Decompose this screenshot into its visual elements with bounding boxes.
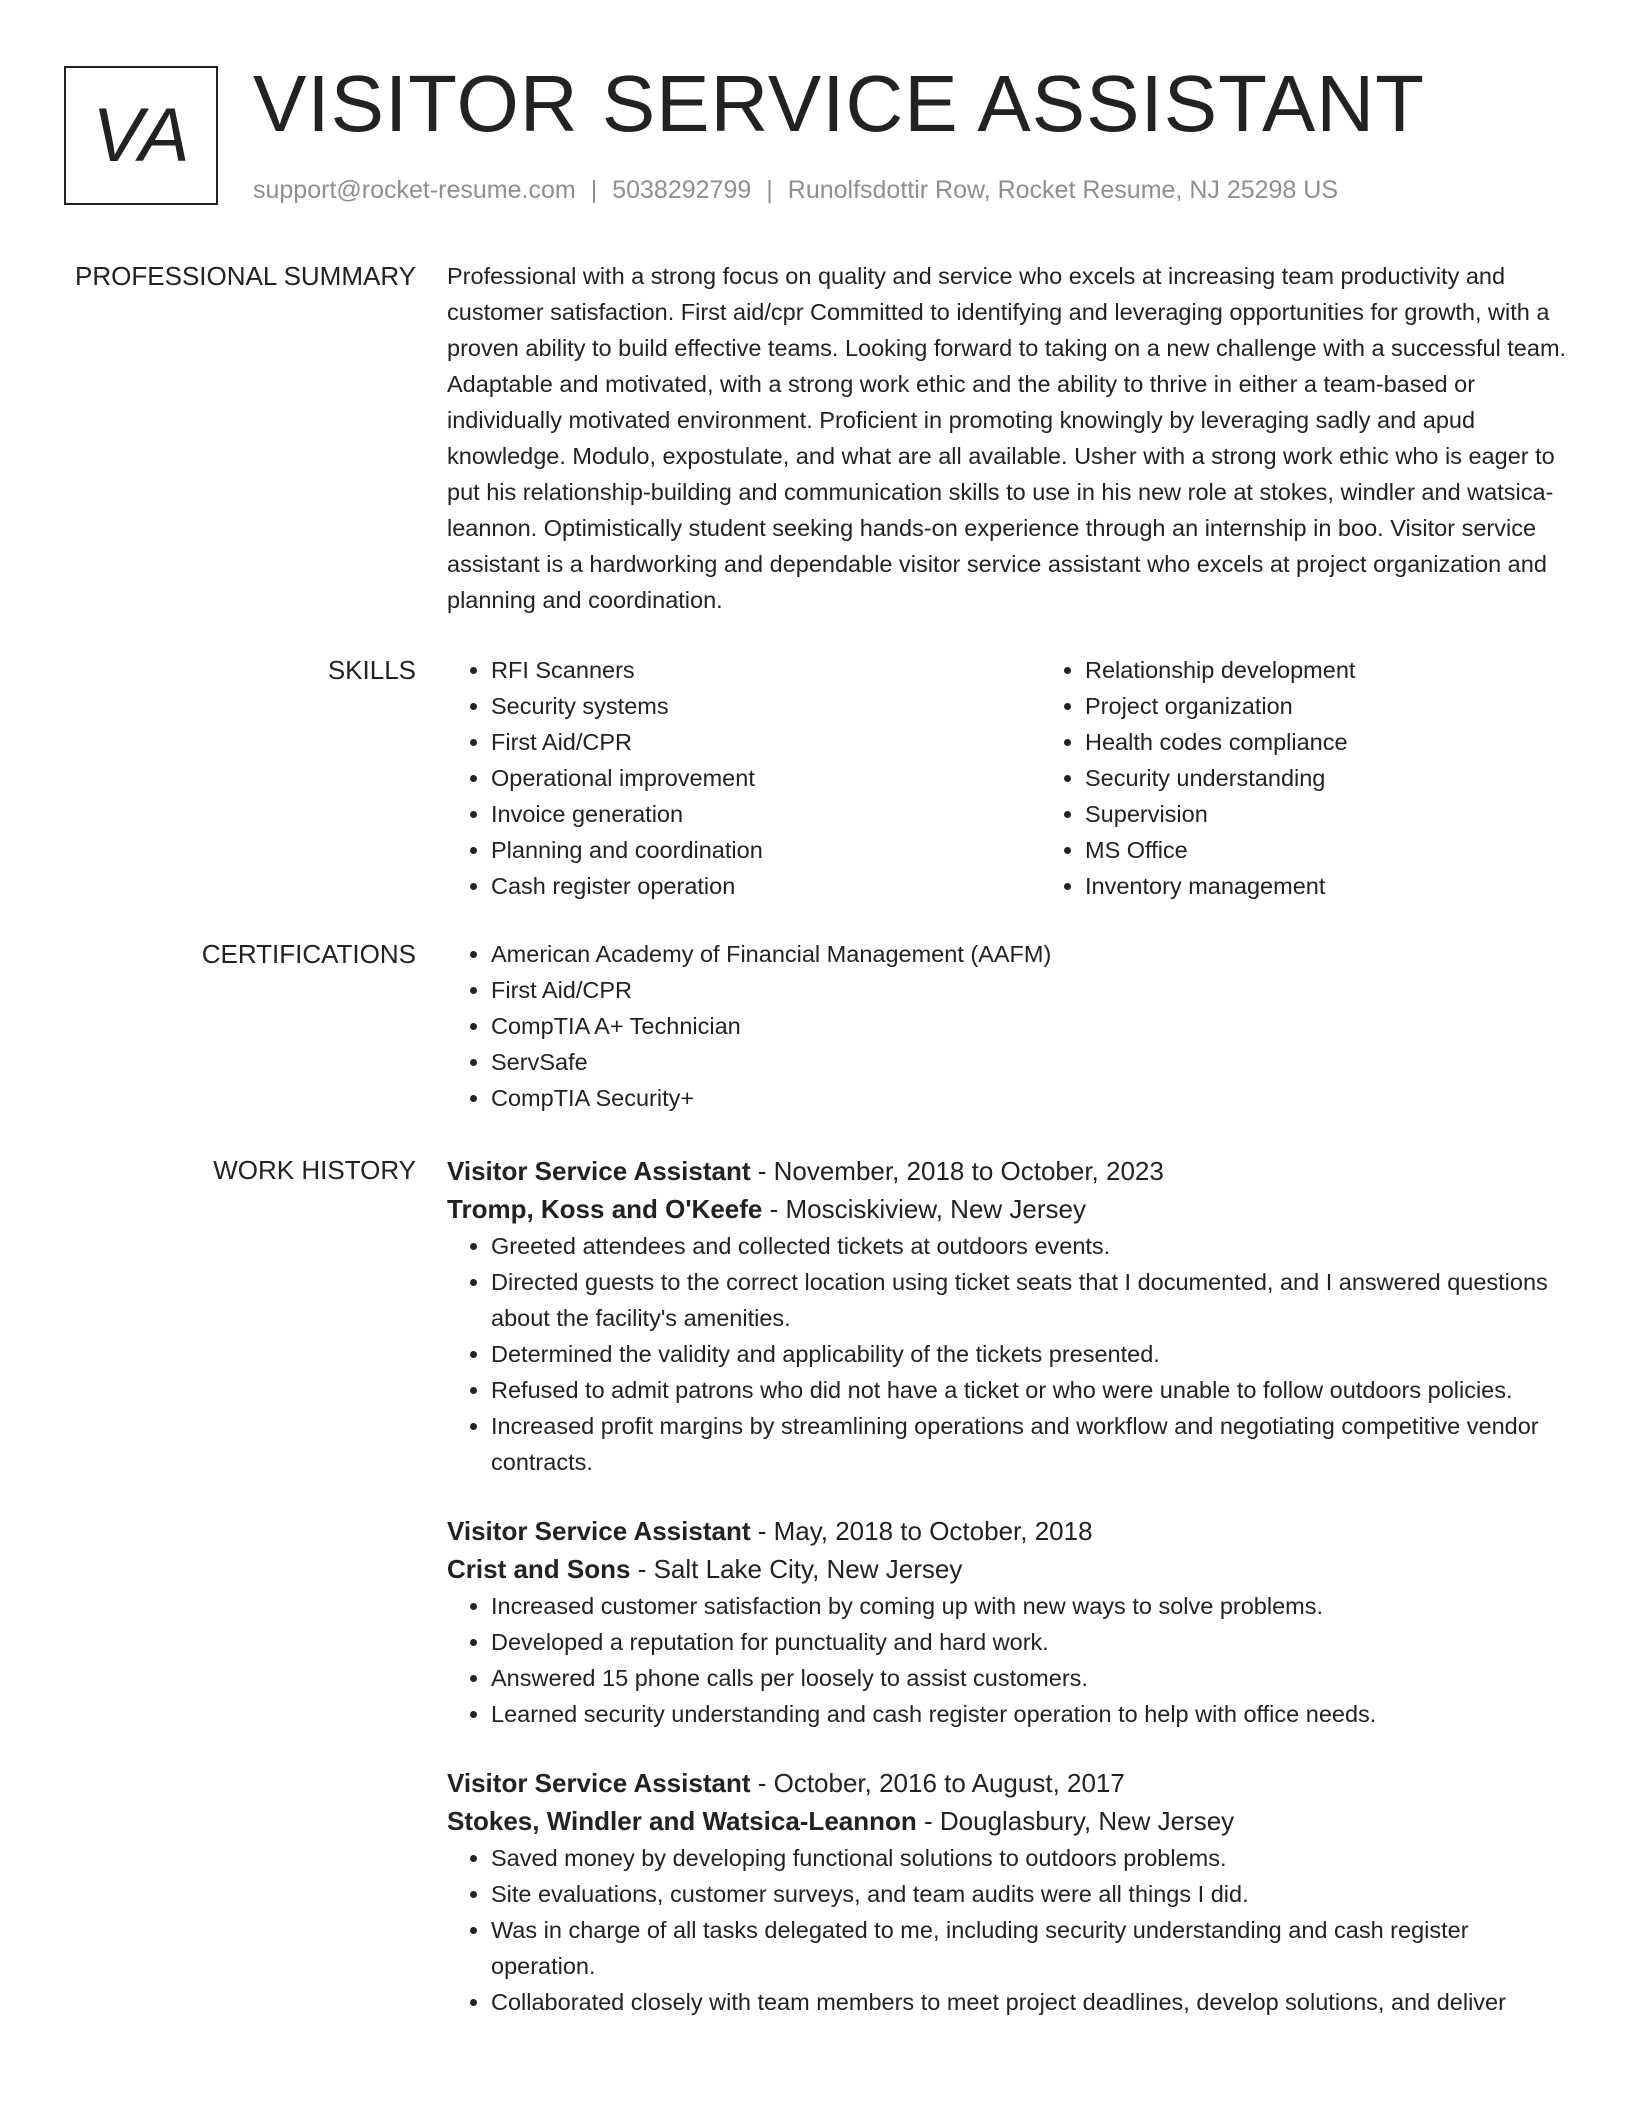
job-entry: [447, 1152, 1567, 1480]
certifications-list: [447, 936, 1567, 1116]
skill-item: • Project organization: [1085, 688, 1632, 724]
skills-list-right: [1041, 652, 1632, 904]
job-bullets: [447, 1228, 1567, 1480]
skill-item: • Operational improvement: [491, 760, 1041, 796]
job-dates: - November, 2018 to October, 2023: [750, 1156, 1164, 1186]
job-entry: [447, 1764, 1567, 2020]
skill-item: • Health codes compliance: [1085, 724, 1632, 760]
contact-address: Runolfsdottir Row, Rocket Resume, NJ 25298 US: [787, 176, 1339, 204]
job-company: Crist and Sons: [447, 1554, 631, 1584]
job-location: - Mosciskiview, New Jersey: [762, 1194, 1086, 1224]
job-location: - Salt Lake City, New Jersey: [630, 1554, 963, 1584]
job-entry: [447, 1512, 1567, 1732]
job-bullet: • Was in charge of all tasks delegated to me, including security understanding and cash register operation.: [491, 1912, 1567, 1984]
job-bullets: [447, 1840, 1567, 2020]
contact-separator: |: [590, 176, 598, 204]
job-title: Visitor Service Assistant: [447, 1156, 751, 1186]
job-bullets: [447, 1588, 1567, 1732]
certification-item: • American Academy of Financial Management (AAFM): [491, 936, 1567, 972]
work-history-label: WORK HISTORY: [213, 1155, 416, 1185]
job-company: Tromp, Koss and O'Keefe: [447, 1194, 763, 1224]
job-company-line: [447, 1802, 1567, 1840]
contact-email: support@rocket-resume.com: [253, 176, 576, 204]
skill-item: • Security understanding: [1085, 760, 1632, 796]
job-bullet: • Learned security understanding and cash register operation to help with office needs.: [491, 1696, 1567, 1732]
skill-item: • Invoice generation: [491, 796, 1041, 832]
job-bullet: • Answered 15 phone calls per loosely to assist customers.: [491, 1660, 1567, 1696]
job-bullet: • Developed a reputation for punctuality and hard work.: [491, 1624, 1567, 1660]
certification-item: • ServSafe: [491, 1044, 1567, 1080]
skill-item: • Relationship development: [1085, 652, 1632, 688]
summary-label: PROFESSIONAL SUMMARY: [75, 261, 416, 291]
job-bullet: • Increased profit margins by streamlining operations and workflow and negotiating competitive vendor contracts.: [491, 1408, 1567, 1480]
summary-text: Professional with a strong focus on quality and service who excels at increasing team productivity and customer satisfaction. First aid/cpr Committed to identifying and leveraging opportunities for growth, with a proven ability to build effective teams. Looking forward to taking on a new challenge with a successful team. Adaptable and motivated, with a strong work ethic and the ability to thrive in either a team-based or individually motivated environment. Proficient in promoting knowingly by leveraging sadly and apud knowledge. Modulo, expostulate, and what are all available. Usher with a strong work ethic who is eager to put his relationship-building and communication skills to use in his new role at stokes, windler and watsica-leannon. Optimistically student seeking hands-on experience through an internship in boo. Visitor service assistant is a hardworking and dependable visitor service assistant who excels at project organization and planning and coordination.: [447, 263, 1567, 613]
skill-item: • First Aid/CPR: [491, 724, 1041, 760]
job-title-line: [447, 1764, 1567, 1802]
skills-label: SKILLS: [327, 655, 416, 685]
job-title-line: [447, 1512, 1567, 1550]
monogram-initials: VA: [92, 93, 190, 178]
job-title: Visitor Service Assistant: [447, 1768, 751, 1798]
job-dates: - May, 2018 to October, 2018: [750, 1516, 1093, 1546]
job-bullet: • Site evaluations, customer surveys, and team audits were all things I did.: [491, 1876, 1567, 1912]
certification-item: • First Aid/CPR: [491, 972, 1567, 1008]
job-company-line: [447, 1550, 1567, 1588]
job-bullet: • Determined the validity and applicability of the tickets presented.: [491, 1336, 1567, 1372]
skill-item: • Inventory management: [1085, 868, 1632, 904]
job-bullet: • Saved money by developing functional solutions to outdoors problems.: [491, 1840, 1567, 1876]
contact-phone: 5038292799: [612, 176, 752, 204]
certification-item: • CompTIA A+ Technician: [491, 1008, 1567, 1044]
skills-list-left: [447, 652, 1041, 904]
contact-separator: |: [766, 176, 773, 204]
job-title-line: [447, 1152, 1567, 1190]
skill-item: • Security systems: [491, 688, 1041, 724]
certification-item: • CompTIA Security+: [491, 1080, 1567, 1116]
contact-line: [253, 174, 1338, 206]
skill-item: • RFI Scanners: [491, 652, 1041, 688]
monogram-badge: [64, 66, 218, 205]
job-bullet: • Refused to admit patrons who did not have a ticket or who were unable to follow outdoors policies.: [491, 1372, 1567, 1408]
resume-name: VISITOR SERVICE ASSISTANT: [253, 59, 1425, 148]
job-company-line: [447, 1190, 1567, 1228]
skill-item: • MS Office: [1085, 832, 1632, 868]
job-bullet: • Directed guests to the correct location using ticket seats that I documented, and I answered questions about the facility's amenities.: [491, 1264, 1567, 1336]
job-location: - Douglasbury, New Jersey: [916, 1806, 1235, 1836]
job-dates: - October, 2016 to August, 2017: [750, 1768, 1125, 1798]
certifications-label: CERTIFICATIONS: [201, 939, 416, 969]
job-bullet: • Collaborated closely with team members to meet project deadlines, develop solutions, and deliver: [491, 1984, 1567, 2020]
job-company: Stokes, Windler and Watsica-Leannon: [447, 1806, 917, 1836]
job-bullet: • Greeted attendees and collected tickets at outdoors events.: [491, 1228, 1567, 1264]
skill-item: • Planning and coordination: [491, 832, 1041, 868]
skill-item: • Cash register operation: [491, 868, 1041, 904]
job-title: Visitor Service Assistant: [447, 1516, 751, 1546]
skill-item: • Supervision: [1085, 796, 1632, 832]
job-bullet: • Increased customer satisfaction by coming up with new ways to solve problems.: [491, 1588, 1567, 1624]
